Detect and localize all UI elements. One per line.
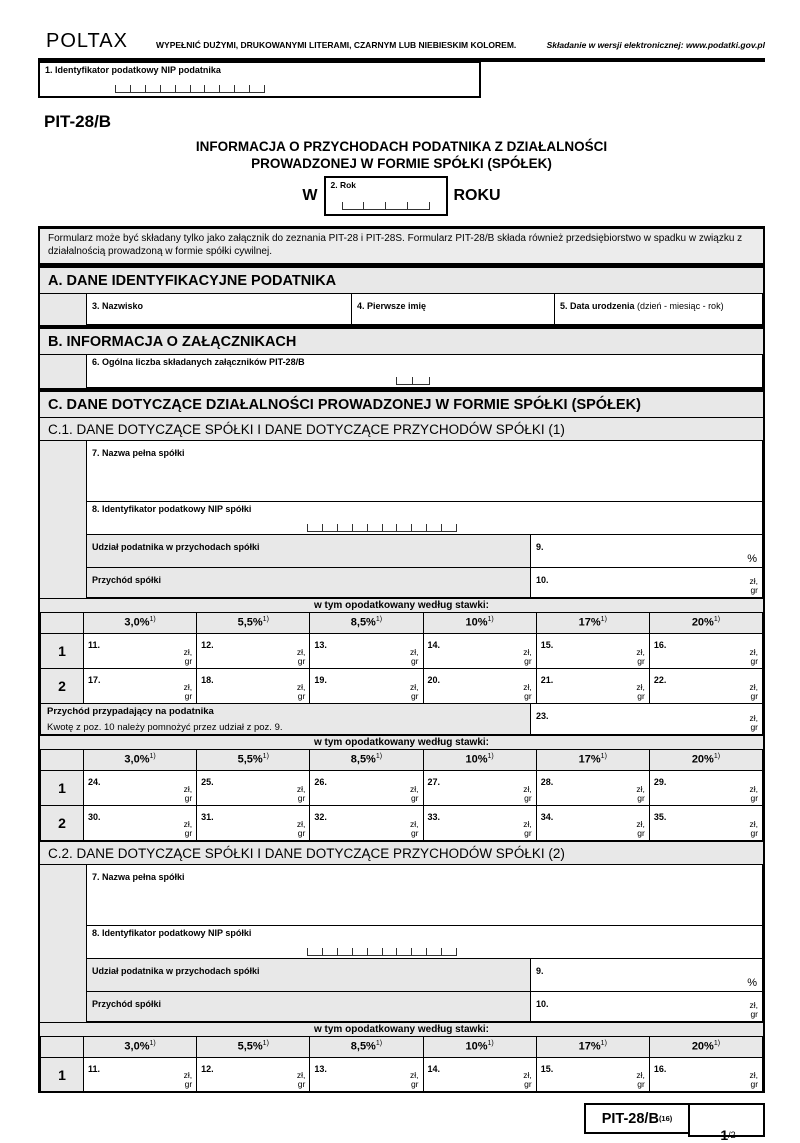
amount-cell-20[interactable]: 20. zł, gr [423, 668, 537, 704]
c2-field-8-comb[interactable] [307, 948, 457, 956]
c1-attribution-row [40, 703, 763, 735]
c2-field-8-nip-spolki[interactable] [86, 925, 763, 959]
form-title-line1: INFORMACJA O PRZYCHODACH PODATNIKA Z DZIAŁALNOŚCI [195, 139, 608, 154]
amount-cell-35[interactable]: 35. zł, gr [649, 805, 763, 841]
c1-rate-caption-1: w tym opodatkowany według stawki: [40, 598, 763, 613]
row-number-spacer [40, 749, 84, 771]
c1-table1-row-1 [40, 633, 763, 669]
amount-cell-26[interactable]: 26. zł, gr [309, 770, 423, 806]
section-a-content [40, 294, 763, 325]
amount-cell-33[interactable]: 33. zł, gr [423, 805, 537, 841]
amount-cell-18[interactable]: 18. zł, gr [196, 668, 310, 704]
field-4-label: 4. Pierwsze imię [357, 301, 427, 311]
rate-header-3-0: 3,0%$^{1)}$ [83, 1036, 197, 1058]
zl-gr-unit: zł, gr [749, 1000, 758, 1019]
c2-field-8-label: 8. Identyfikator podatkowy NIP spółki [92, 928, 252, 938]
amount-cell-25[interactable]: 25. zł, gr [196, 770, 310, 806]
c2-field-7-nazwa-spolki[interactable] [86, 864, 763, 926]
form-body [38, 226, 765, 1093]
c1-rates-header-1 [40, 612, 763, 634]
amount-cell-14[interactable]: 14. zł, gr [423, 633, 537, 669]
efiling-note: Składanie w wersji elektronicznej: www.podatki.gov.pl [546, 40, 765, 50]
c2-amount-cell-12[interactable]: 12. zł, gr [196, 1057, 310, 1093]
amount-cell-24[interactable]: 24. zł, gr [83, 770, 197, 806]
field-6-label: 6. Ogólna liczba składanych załączników PIT-28/B [92, 357, 305, 367]
field-2-label: 2. Rok [330, 180, 357, 190]
row-number: 1 [40, 633, 84, 669]
c1-field-8-comb[interactable] [307, 524, 457, 532]
amount-cell-13[interactable]: 13. zł, gr [309, 633, 423, 669]
c2-rates-header [40, 1036, 763, 1058]
rate-header-17: 17%$^{1)}$ [536, 612, 650, 634]
form-title [38, 138, 765, 172]
form-version-box: PIT-28/B (16) [584, 1103, 690, 1134]
c2-amount-cell-14[interactable]: 14. zł, gr [423, 1057, 537, 1093]
c2-income-label-cell: Przychód spółki [86, 991, 531, 1022]
c1-field-8-nip-spolki[interactable] [86, 501, 763, 535]
c1-attribution-label: Przychód przypadający na podatnika Kwotę z poz. 10 należy pomnożyć przez udział z poz. 9. [40, 703, 531, 735]
year-prefix: W [302, 187, 318, 204]
amount-cell-27[interactable]: 27. zł, gr [423, 770, 537, 806]
amount-cell-34[interactable]: 34. zł, gr [536, 805, 650, 841]
amount-cell-29[interactable]: 29. zł, gr [649, 770, 763, 806]
amount-cell-30[interactable]: 30. zł, gr [83, 805, 197, 841]
row-number: 2 [40, 805, 84, 841]
section-c1-content [40, 441, 763, 598]
field-6-comb[interactable] [396, 377, 430, 385]
c2-field-10-przychod[interactable]: 10. zł, gr [530, 991, 763, 1022]
c1-rates-header-2 [40, 749, 763, 771]
form-id: PIT-28/B [44, 112, 112, 131]
percent-sign: % [747, 553, 757, 565]
field-5-hint: (dzień - miesiąc - rok) [637, 301, 724, 311]
amount-cell-31[interactable]: 31. zł, gr [196, 805, 310, 841]
amount-cell-22[interactable]: 22. zł, gr [649, 668, 763, 704]
field-3-label: 3. Nazwisko [92, 301, 144, 311]
rate-header-20: 20%$^{1)}$ [649, 612, 763, 634]
c1-field-7-label: 7. Nazwa pełna spółki [92, 448, 185, 458]
amount-cell-15[interactable]: 15. zł, gr [536, 633, 650, 669]
c1-income-label-cell: Przychód spółki [86, 567, 531, 598]
c2-field-7-label: 7. Nazwa pełna spółki [92, 872, 185, 882]
c1-share-label-cell: Udział podatnika w przychodach spółki [86, 534, 531, 568]
year-suffix: ROKU [453, 187, 501, 204]
field-2-rok[interactable] [324, 176, 448, 216]
field-3-nazwisko[interactable] [86, 293, 352, 325]
rate-header-8-5: 8,5%$^{1)}$ [309, 1036, 423, 1058]
c2-share-label-cell: Udział podatnika w przychodach spółki [86, 958, 531, 992]
c2-amount-cell-13[interactable]: 13. zł, gr [309, 1057, 423, 1093]
field-6-liczba-zalacznikow[interactable] [86, 354, 763, 388]
amount-cell-11[interactable]: 11. zł, gr [83, 633, 197, 669]
c2-amount-cell-11[interactable]: 11. zł, gr [83, 1057, 197, 1093]
amount-cell-17[interactable]: 17. zł, gr [83, 668, 197, 704]
year-line [38, 176, 765, 216]
c1-field-9-udzial[interactable]: 9. % [530, 534, 763, 568]
c2-table1-row-1 [40, 1057, 763, 1093]
amount-cell-12[interactable]: 12. zł, gr [196, 633, 310, 669]
row-number: 1 [40, 1057, 84, 1093]
amount-cell-19[interactable]: 19. zł, gr [309, 668, 423, 704]
section-c2-content [40, 865, 763, 1022]
rate-header-20: 20%$^{1)}$ [649, 749, 763, 771]
section-b-content [40, 355, 763, 388]
c2-amount-cell-15[interactable]: 15. zł, gr [536, 1057, 650, 1093]
rate-header-8-5: 8,5%$^{1)}$ [309, 749, 423, 771]
amount-cell-32[interactable]: 32. zł, gr [309, 805, 423, 841]
field-5-label: 5. Data urodzenia (dzień - miesiąc - rok) [560, 301, 724, 311]
section-c1-header: C.1. DANE DOTYCZĄCE SPÓŁKI I DANE DOTYCZĄCE PRZYCHODÓW SPÓŁKI (1) [40, 418, 763, 441]
field-2-comb[interactable] [342, 202, 430, 210]
section-a-header: A. DANE IDENTYFIKACYJNE PODATNIKA [40, 268, 763, 294]
rate-header-10: 10%$^{1)}$ [423, 1036, 537, 1058]
rate-header-3-0: 3,0%$^{1)}$ [83, 749, 197, 771]
field-1-label: 1. Identyfikator podatkowy NIP podatnika [45, 65, 221, 75]
c1-field-23-przychod-podatnika[interactable]: 23. zł, gr [530, 703, 763, 735]
row-number-spacer [40, 1036, 84, 1058]
c1-table2-row-2 [40, 805, 763, 841]
page-footer [38, 1103, 765, 1143]
c2-rate-caption: w tym opodatkowany według stawki: [40, 1022, 763, 1037]
section-c2-header: C.2. DANE DOTYCZĄCE SPÓŁKI I DANE DOTYCZĄCE PRZYCHODÓW SPÓŁKI (2) [40, 841, 763, 865]
percent-sign: % [747, 977, 757, 989]
row-number: 2 [40, 668, 84, 704]
rate-header-10: 10%$^{1)}$ [423, 749, 537, 771]
field-5-data-urodzenia[interactable] [554, 293, 763, 325]
rate-header-17: 17%$^{1)}$ [536, 1036, 650, 1058]
form-title-line2: PROWADZONEJ W FORMIE SPÓŁKI (SPÓŁEK) [251, 156, 552, 171]
c1-field-10-przychod[interactable]: 10. zł, gr [530, 567, 763, 598]
page-number-box: 1 /2 [688, 1103, 765, 1137]
row-number: 1 [40, 770, 84, 806]
rate-header-8-5: 8,5%$^{1)}$ [309, 612, 423, 634]
row-number-spacer [40, 612, 84, 634]
form-notice: Formularz może być składany tylko jako załącznik do zeznania PIT-28 i PIT-28S. Formularz PIT-28/B składa również przedsiębiorstwo w spadku w związku z działalnością prowadzoną w formie spółki cywilnej. [40, 229, 763, 264]
amount-cell-28[interactable]: 28. zł, gr [536, 770, 650, 806]
amount-cell-21[interactable]: 21. zł, gr [536, 668, 650, 704]
c1-rate-caption-2: w tym opodatkowany według stawki: [40, 735, 763, 750]
section-c-header: C. DANE DOTYCZĄCE DZIAŁALNOŚCI PROWADZONEJ W FORMIE SPÓŁKI (SPÓŁEK) [40, 392, 763, 418]
form-version: (16) [658, 1114, 673, 1123]
field-1-nip-podatnika[interactable] [38, 62, 481, 98]
rate-header-5-5: 5,5%$^{1)}$ [196, 612, 310, 634]
amount-cell-16[interactable]: 16. zł, gr [649, 633, 763, 669]
rate-header-5-5: 5,5%$^{1)}$ [196, 749, 310, 771]
zl-gr-unit: zł, gr [749, 576, 758, 595]
field-4-pierwsze-imie[interactable] [351, 293, 555, 325]
rate-header-20: 20%$^{1)}$ [649, 1036, 763, 1058]
poltax-logo: POLTAX [46, 30, 128, 52]
rate-header-10: 10%$^{1)}$ [423, 612, 537, 634]
fill-instruction: WYPEŁNIĆ DUŻYMI, DRUKOWANYMI LITERAMI, CZARNYM LUB NIEBIESKIM KOLOREM. [156, 40, 517, 50]
rate-header-3-0: 3,0%$^{1)}$ [83, 612, 197, 634]
c1-field-7-nazwa-spolki[interactable] [86, 440, 763, 502]
c1-field-8-label: 8. Identyfikator podatkowy NIP spółki [92, 504, 252, 514]
c2-amount-cell-16[interactable]: 16. zł, gr [649, 1057, 763, 1093]
rate-header-5-5: 5,5%$^{1)}$ [196, 1036, 310, 1058]
c2-field-9-udzial[interactable]: 9. % [530, 958, 763, 992]
masthead [38, 30, 765, 53]
field-1-comb[interactable] [115, 85, 265, 93]
c1-table1-row-2 [40, 668, 763, 704]
section-b-header: B. INFORMACJA O ZAŁĄCZNIKACH [40, 329, 763, 355]
c1-table2-row-1 [40, 770, 763, 806]
rate-header-17: 17%$^{1)}$ [536, 749, 650, 771]
